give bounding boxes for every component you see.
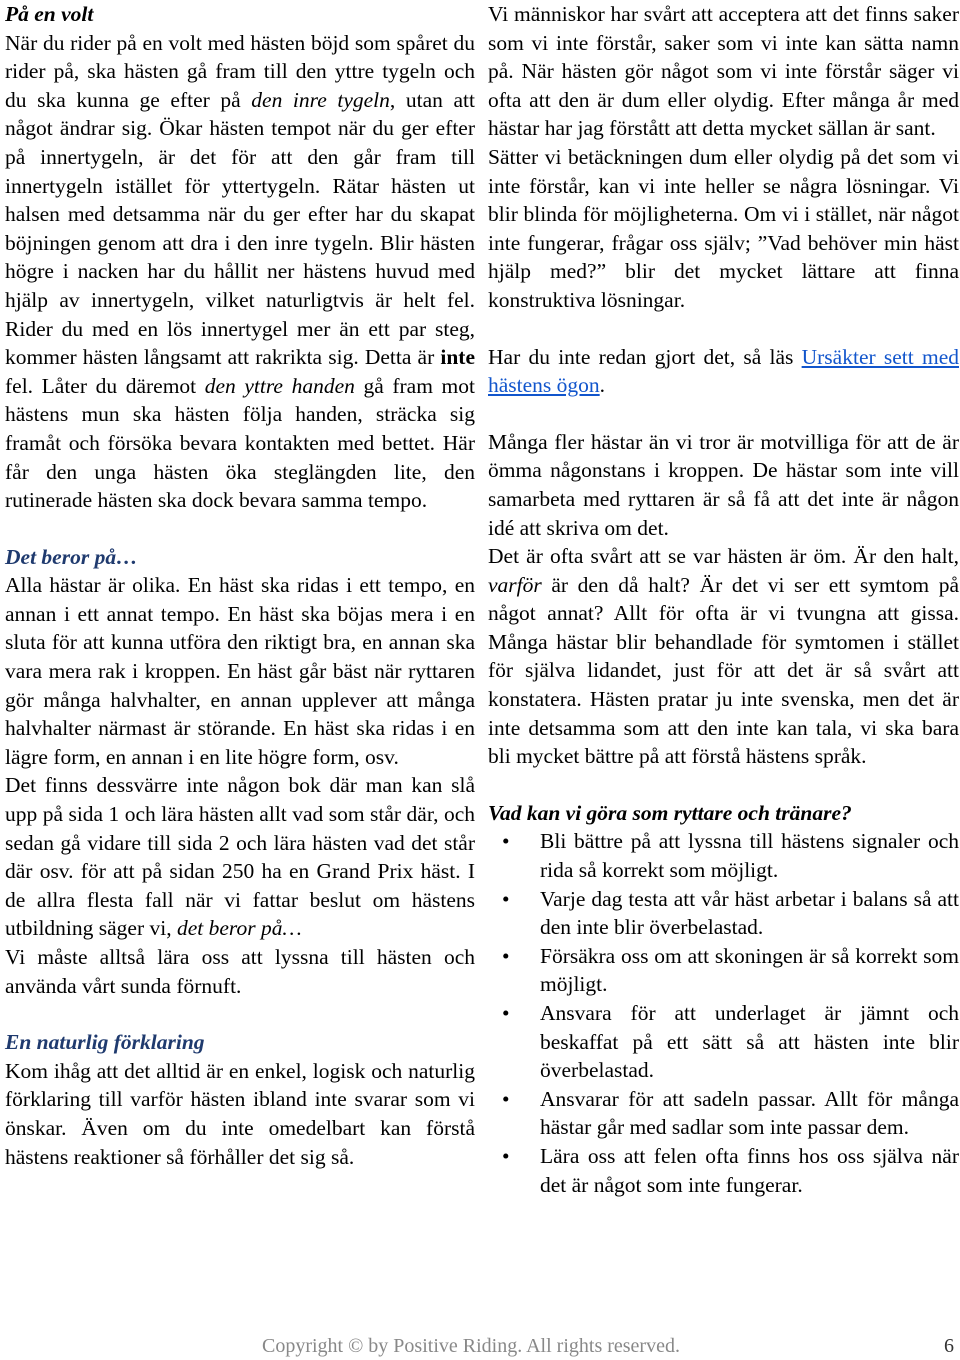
heading-vad-kan-vi-gora: Vad kan vi göra som ryttare och tränare? [488, 800, 852, 825]
bullet-icon: • [502, 1143, 510, 1168]
list-item: • Ansvarar för att sadeln passar. Allt för många hästar går med sadlar som inte passar dem. [502, 1086, 959, 1140]
page-number: 6 [944, 1335, 954, 1357]
paragraph-alla-hastar: Alla hästar är olika. En häst ska ridas i ett tempo, en annan i ett annat tempo. En häst ska böjas mera i en sluta för att kunna utföra den riktigt bra, en annan ska vara mera rak i kroppen. En häst går bäst när ryttaren gör många halvhalter, en annan upplever att många halvhalter närmast är störande. En häst ska ridas i en lägre form, en annan i en lite högre form, osv. [5, 573, 475, 769]
bullet-icon: • [502, 943, 510, 968]
bullet-list [488, 827, 959, 1199]
section-naturlig-forklaring [5, 1028, 475, 1171]
bullet-icon: • [502, 1086, 510, 1111]
link-ursakter-sett-med-hastens-ogon[interactable]: Ursäkter sett med hästens ögon [488, 344, 959, 398]
list-item: • Bli bättre på att lyssna till hästens signaler och rida så korrekt som möjligt. [502, 829, 959, 883]
heading-en-naturlig-forklaring: En naturlig förklaring [5, 1030, 205, 1055]
bullet-icon: • [502, 886, 510, 911]
bullet-icon: • [502, 1001, 510, 1025]
list-item: • Varje dag testa att vår häst arbetar i balans så att den inte blir överbelastad. [502, 886, 959, 940]
paragraph-ingen-bok: Det finns dessvärre inte någon bok där man kan slå upp på sida 1 och lära hästen allt vad som står där, och sedan gå vidare till sida 2 och lära hästen vad det står där osv. för att på sidan 250 ha en Grand Prix häst. I de allra flesta fall när vi fattar beslut om hästens utbildning säger vi, det beror på… [5, 773, 475, 941]
paragraph-sunda-fornuft: Vi måste alltså lära oss att lyssna till hästen och använda vårt sunda förnuft. [5, 945, 475, 998]
paragraph-svart-att-se: Det är ofta svårt att se var hästen är öm. Är den halt, varför är den då halt? Är det vi ser ett symtom på något annat? Allt för ofta är vi tvungna att gissa. Många hästar blir behandlade för symtomen i stället för själva lidandet, just för att det är så svårt att konstatera. Hästen pratar ju inte svenska, men det är inte detsamma som att den inte kan tala, vi ska bara bli mycket bättre på att förstå hästens språk. [488, 544, 959, 769]
copyright-notice: Copyright © by Positive Riding. All rights reserved. [262, 1335, 680, 1357]
right-column [488, 0, 959, 1199]
paragraph-ursakter: Har du inte redan gjort det, så läs Ursäkter sett med hästens ögon. [488, 344, 959, 398]
page-footer [0, 1332, 960, 1360]
list-item: • Ansvara för att underlaget är jämnt och beskaffat på ett sätt så att hästen inte blir överbelastad. [502, 1001, 959, 1083]
heading-det-beror-pa: Det beror på… [5, 544, 138, 569]
heading-pa-en-volt: På en volt [5, 2, 94, 26]
list-item: • Försäkra oss om att skoningen är så korrekt som möjligt. [502, 943, 959, 997]
paragraph-satter-vi: Sätter vi betäckningen dum eller olydig på det som vi inte förstår, kan vi inte heller se några lösningar. Vi blir blinda för möjligheterna. Om vi i stället, när något inte fungerar, frågar oss själv; ”Vad behöver min häst hjälp med?” blir det mycket lättare att finna konstruktiva lösningar. [488, 144, 959, 312]
bullet-icon: • [502, 829, 510, 854]
paragraph-volt: När du rider på en volt med hästen böjd som spåret du rider på, ska hästen gå fram till den yttre tygeln och du ska kunna ge efter på den inre tygeln, utan att något ändrar sig. Ökar hästen tempot när du ger efter på innertygeln, är det för att den går fram till innertygeln istället för yttertygeln. Rätar hästen ut halsen med detsamma när du ger efter har du skapat böjningen genom att dra i den inre tygeln. Blir hästen högre i nacken har du hållit ner hästens huvud med hjälp av innertygeln, vilket naturligtvis är helt fel. Rider du med en lös innertygel mer än ett par steg, kommer hästen långsamt att rakrikta sig. Detta är inte fel. Låter du däremot den yttre handen gå fram mot hästens mun ska hästen följa handen, sträcka sig framåt och försöka bevara kontakten med bettet. Här får den unga hästen öka steglängden lite, den rutinerade hästen ska dock bevara samma tempo. [5, 30, 475, 513]
left-column [5, 0, 475, 1171]
section-det-beror-pa [5, 543, 475, 1001]
list-item: • Lära oss att felen ofta finns hos oss själva när det är något som inte fungerar. [502, 1143, 959, 1197]
paragraph-manga-fler-hastar: Många fler hästar än vi tror är motvilliga för att de är ömma någonstans i kroppen. De hästar som inte vill samarbeta med ryttaren är så få att det inte är någon idé att skriva om det. [488, 429, 959, 540]
section-volt [5, 0, 475, 515]
paragraph-kom-ihag: Kom ihåg att det alltid är en enkel, logisk och naturlig förklaring till varför hästen ibland inte svarar som vi önskar. Även om du inte omedelbart kan förstå hästens reaktioner så förhåller det sig så. [5, 1058, 475, 1169]
paragraph-vi-manniskor: Vi människor har svårt att acceptera att det finns saker som vi inte förstår, saker som vi inte kan sätta namn på. När hästen gör något som vi inte förstår säger vi ofta att den är dum eller olydig. Efter många år med hästar har jag förstått att detta mycket sällan är sant. [488, 2, 959, 141]
